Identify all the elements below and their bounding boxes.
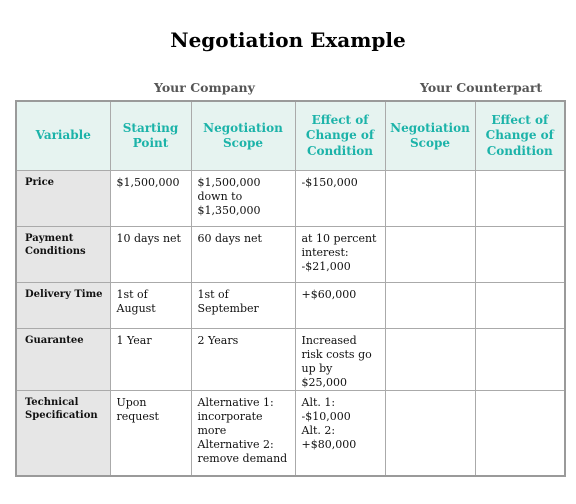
- page-title: Negotiation Example: [170, 28, 406, 52]
- group-label-your-company: Your Company: [154, 80, 255, 95]
- row-counterpart-scope: [385, 283, 475, 329]
- row-negotiation-scope: $1,500,000 down to $1,350,000: [191, 171, 295, 227]
- row-counterpart-scope: [385, 391, 475, 477]
- row-negotiation-scope: 60 days net: [191, 227, 295, 283]
- table-row: [16, 283, 565, 329]
- negotiation-table: [15, 100, 566, 477]
- row-starting-point: Upon request: [110, 391, 191, 477]
- row-effect: +$60,000: [295, 283, 385, 329]
- row-counterpart-scope: [385, 227, 475, 283]
- row-counterpart-scope: [385, 171, 475, 227]
- row-starting-point: 10 days net: [110, 227, 191, 283]
- table-row: [16, 227, 565, 283]
- row-negotiation-scope: 2 Years: [191, 329, 295, 391]
- row-effect: -$150,000: [295, 171, 385, 227]
- header-starting-point: Starting Point: [110, 101, 191, 171]
- row-variable: Delivery Time: [16, 283, 110, 329]
- row-counterpart-effect: [475, 171, 565, 227]
- row-effect: Alt. 1: -$10,000 Alt. 2: +$80,000: [295, 391, 385, 477]
- row-effect: at 10 percent interest: -$21,000: [295, 227, 385, 283]
- row-counterpart-scope: [385, 329, 475, 391]
- table-row: [16, 171, 565, 227]
- table-header-row: [16, 101, 565, 171]
- header-counterpart-effect-of-change: Effect of Change of Condition: [475, 101, 565, 171]
- row-starting-point: 1st of August: [110, 283, 191, 329]
- row-negotiation-scope: Alternative 1: incorporate more Alternative 2: remove demand: [191, 391, 295, 477]
- row-variable: Technical Specification: [16, 391, 110, 477]
- group-label-your-counterpart: Your Counterpart: [420, 80, 543, 95]
- header-negotiation-scope: Negotiation Scope: [191, 101, 295, 171]
- table-row: [16, 329, 565, 391]
- table-row: [16, 391, 565, 477]
- row-counterpart-effect: [475, 329, 565, 391]
- row-variable: Guarantee: [16, 329, 110, 391]
- row-negotiation-scope: 1st of September: [191, 283, 295, 329]
- row-counterpart-effect: [475, 283, 565, 329]
- row-counterpart-effect: [475, 391, 565, 477]
- row-effect: Increased risk costs go up by $25,000: [295, 329, 385, 391]
- row-counterpart-effect: [475, 227, 565, 283]
- row-starting-point: 1 Year: [110, 329, 191, 391]
- header-effect-of-change: Effect of Change of Condition: [295, 101, 385, 171]
- row-starting-point: $1,500,000: [110, 171, 191, 227]
- row-variable: Payment Conditions: [16, 227, 110, 283]
- header-variable: Variable: [16, 101, 110, 171]
- header-counterpart-negotiation-scope: Negotiation Scope: [385, 101, 475, 171]
- row-variable: Price: [16, 171, 110, 227]
